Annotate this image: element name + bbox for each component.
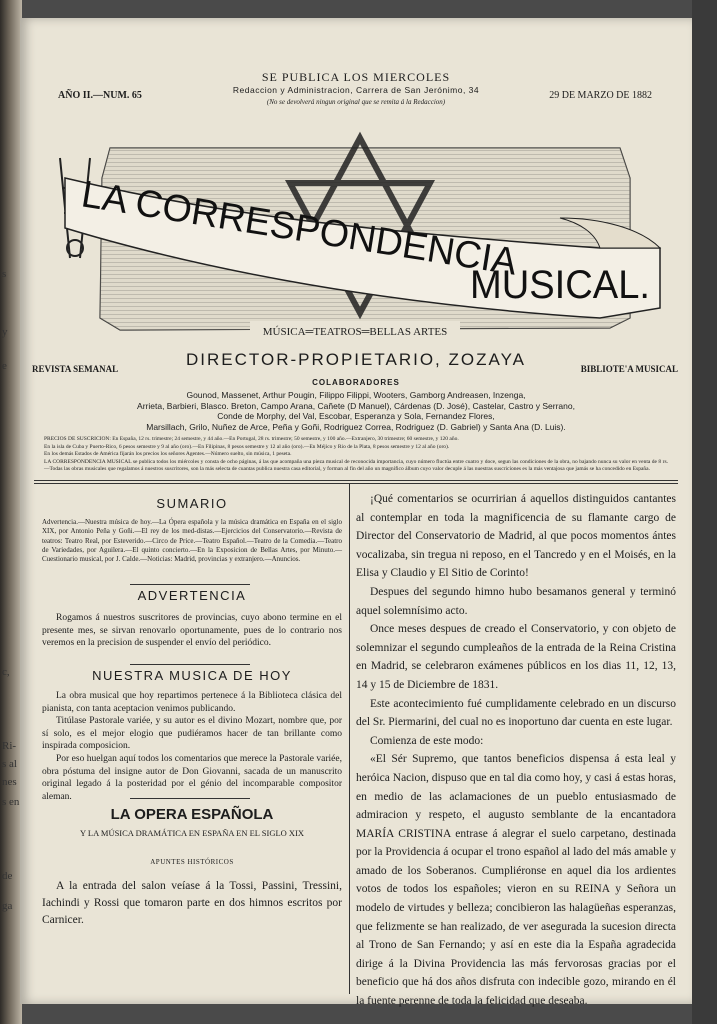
section-rule — [130, 584, 250, 585]
previous-page-edge — [0, 0, 22, 1024]
advertencia-text: Rogamos á nuestros suscritores de provincias, cuyo abono termine en el presente mes, se sirvan renovarlo oportunamente, pues de lo contrario nos veremos en la precision de suspender el envío del periódico. — [42, 613, 342, 649]
advertencia-heading: ADVERTENCIA — [137, 588, 247, 603]
sumario-text: Advertencia.—Nuestra música de hoy.—La Ópera española y la música dramática en España en el siglo XIX, por Antonio Peña y Goñi.—El rey de los med-distas.—Ejercicios del Conservatorio.—Revista de teatros: Teatro Real, por Esteverido.—Circo de Price.—Teatro Español.—Teatro de la Comedia.—Teatro de Variedades, por Aguilera.—El quinto concierto.—En la Exposicion de Bellas Artes, por Minuto.—Cuestionario musical, por J. Calde.—Noticias: Madrid, provincias y extranjero.—Anuncios. — [42, 518, 342, 564]
subscription-prices — [44, 436, 668, 474]
price-line: PRECIOS DE SUSCRICION: En España, 12 rs. trimestre; 24 semestre, y 44 año.—En Portugal, 28 rs. trimestre; 50 semestre, y 100 año.—Extranjero, 30 trimestre; 60 semestre, y 120 año. — [44, 436, 459, 442]
paragraph: «El Sér Supremo, que tantos beneficios dispensa á esta leal y heróica Nacion, dispuso que en tal dia como hoy, y casi á estas horas, en medio de las aclamaciones de un pueblo entusiasmado de admiracion y respeto, el augusto semblante de la encantadora MARÍA CRISTINA entrase á alegrar el suelo carpetano, destinada por la Providencia á ocupar el trono español al lado del más amable y amado de los Soberanos. Cumpliéronse en aquel dia los ardientes votos de todos los españoles; vieron en su REINA y Señora un modelo de virtudes y belleza; concibieron las halagüeñas esperanzas, que felizmente se han realizado, de ver asegurada la sucesion directa al Trono de San Fernando; y así en este dia la España agradecida dirige á la Divina Providencia las más fervorosas gracias por el beneficio que há dos años disfruta con indecible gozo, mirando en él la fuente perenne de toda la felicidad que deseaba. — [356, 753, 676, 1008]
price-line: En los demás Estados de América fijarán los precios los señores Agentes.—Número suelto, sin música, 1 peseta. — [44, 451, 292, 457]
left-page-fragment: Ri- — [2, 740, 17, 752]
publication-frequency: SE PUBLICA LOS MIERCOLES — [261, 70, 451, 84]
masthead-subtitle: MÚSICA═TEATROS═BELLAS ARTES — [262, 326, 448, 338]
header-divider — [34, 483, 678, 484]
section-rule — [130, 798, 250, 799]
scan-background — [692, 0, 717, 1024]
price-line: En la isla de Cuba y Puerto-Rico, 6 pesos semestre y 9 al año (oro).—En Filipinas, 8 pesos semestre y 12 al año (oro).—En Méjico y Rio de la Plata, 8 pesos semestre y 12 al año (oro). — [44, 443, 450, 450]
masthead-illustration — [40, 118, 672, 350]
opera-heading: LA OPERA ESPAÑOLA — [110, 806, 274, 823]
left-page-fragment: c, — [2, 666, 10, 678]
collaborators-heading: COLABORADORES — [312, 378, 400, 387]
paragraph: ¡Qué comentarios se ocurririan á aquellos distinguidos cantantes al contemplar en toda la magnificencia de su flamante cargo de Director del Conservatorio de Madrid, al que pocos momentos ántes vocalizaba, sin tregua ni reposo, en el Tancredo y en el Moisés, en la Elisa y Claudio y El Sitio de Corinto! — [356, 493, 676, 580]
price-line: LA CORRESPONDENCIA MUSICAL se publica todos los miércoles y consta de ocho páginas, á las que acompaña una pieza musical de reconocida importancia, cuyo número fluctúa entre cuatro y doce, segun las condiciones de la obra, no bajando nunca su valor en venta de 8 rs.—Todas las obras musicales que regalamos á nuestros suscritores, son la más selecta de cuantas publica nuestra casa editorial, y forman al fin del año un magnífico álbum cuyo valor decuple á las nuestras suscriciones es la más ventajosa que jamás se ha concedido en España. — [44, 458, 668, 472]
paragraph: Despues del segundo himno hubo besamanos general y terminó aquel solemnísimo acto. — [356, 585, 676, 617]
revista-label: REVISTA SEMANAL — [32, 364, 119, 374]
left-page-fragment: s al — [2, 758, 17, 770]
paragraph: Once meses despues de creado el Conservatorio, y con objeto de solemnizar el segundo cumpleaños de la entrada de la Reina Cristina en Madrid, se celebraron exámenes públicos en los dias 11, 12, 13, 14 y 15 de Diciembre de 1831. — [356, 623, 676, 691]
opera-paragraph: A la entrada del salon veíase á la Tossi, Passini, Tressini, Iachindi y Rossi que tomaron parte en dos himnos escritos por Carnicer. — [42, 880, 342, 926]
section-rule — [130, 664, 250, 665]
left-page-fragment: y — [2, 326, 8, 338]
issue-date: 29 DE MARZO DE 1882 — [549, 90, 652, 101]
apuntes-label: APUNTES HISTÓRICOS — [150, 858, 234, 866]
biblioteca-label: BIBLIOTE'A MUSICAL — [580, 364, 678, 374]
left-page-fragment: ga — [2, 900, 13, 912]
left-page-fragment: e — [2, 360, 7, 372]
header-divider — [34, 480, 678, 481]
left-page-fragment: nes — [2, 776, 17, 788]
left-page-fragment: s en — [2, 796, 20, 808]
issue-number: AÑO II.—NUM. 65 — [58, 90, 142, 101]
column-divider — [349, 484, 350, 994]
paragraph: Este acontecimiento fué cumplidamente celebrado en un discurso del Sr. Piermarini, del cual no es inoportuno dar cuenta en este lugar. — [356, 697, 676, 729]
collaborators-line: Conde de Morphy, del Val, Escobar, Esperanza y Sola, Fernandez Flores, — [217, 411, 495, 421]
director-line: DIRECTOR-PROPIETARIO, ZOZAYA — [186, 350, 526, 369]
paragraph: Comienza de este modo: — [370, 734, 484, 747]
collaborators-list — [40, 390, 672, 432]
collaborators-line: Arrieta, Barbieri, Blasco. Breton, Campo Arana, Cañete (D Manuel), Cárdenas (D. José), Castelar, Castro y Serrano, — [137, 400, 575, 411]
collaborators-line: Gounod, Massenet, Arthur Pougin, Filippo Filippi, Wooters, Gamborg Andreasen, Inzenga, — [186, 390, 526, 400]
sumario-heading: SUMARIO — [156, 496, 228, 511]
left-page-fragment: s — [2, 268, 7, 280]
returns-note: (No se devolverá ningun original que se remita á la Redaccion) — [266, 98, 446, 106]
collaborators-line: Marsillach, Grilo, Nuñez de Arce, Peña y Goñi, Rodriguez Correa, Rodriguez (D. Gabriel) y Santa Ana (D. Luis). — [146, 421, 566, 432]
title-word-musical: MUSICAL. — [470, 263, 650, 307]
newspaper-page — [20, 18, 692, 1008]
editorial-address: Redaccion y Administracion, Carrera de San Jerónimo, 34 — [232, 85, 480, 95]
paragraph: La obra musical que hoy repartimos pertenece á la Biblioteca clásica del pianista, con tanta aceptacion venimos publicando. — [42, 691, 342, 714]
article-continuation — [356, 490, 676, 1011]
paragraph: Por eso huelgan aquí todos los comentarios que merece la Pastorale variée, obra póstuma del insigne autor de Don Giovanni, sacada de un manuscrito original legado á la posteridad por el génio del incomparable compositor aleman. — [42, 753, 342, 802]
paragraph: Titúlase Pastorale variée, y su autor es el divino Mozart, nombre que, por sí solo, es el mejor elogio que pudiéramos hacer de tan brillante como inspirada composicion. — [42, 716, 342, 752]
left-page-fragment: de — [2, 870, 13, 882]
opera-subtitle: Y LA MÚSICA DRAMÁTICA EN ESPAÑA EN EL SIGLO XIX — [79, 828, 305, 838]
nuestra-musica-body — [42, 690, 342, 803]
title-word-correspondencia: LA CORRESPONDENCIA — [78, 173, 524, 285]
nuestra-musica-heading: NUESTRA MUSICA DE HOY — [92, 668, 292, 683]
